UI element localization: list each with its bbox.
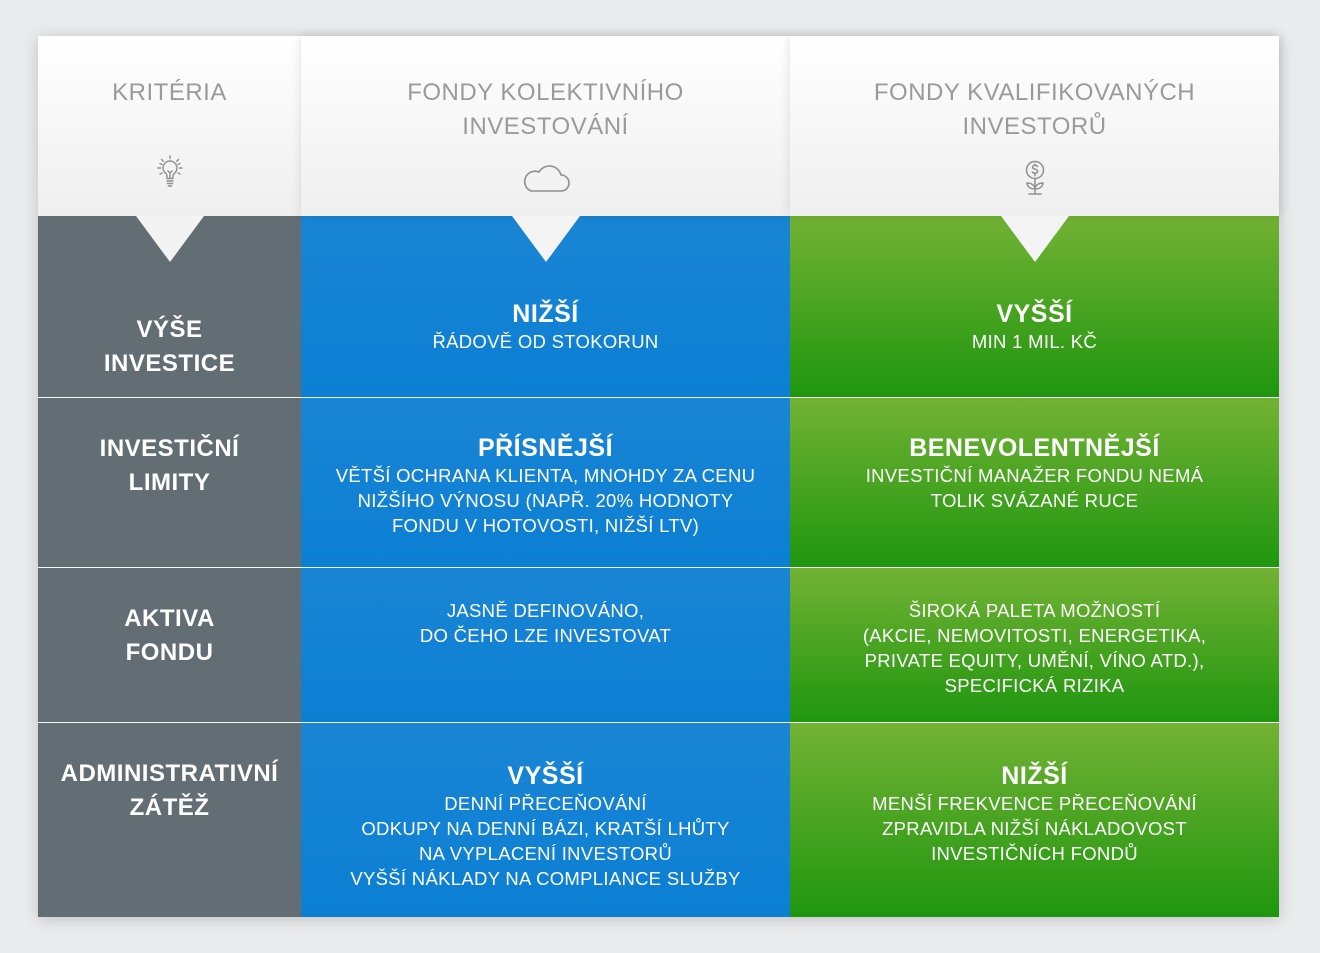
comparison-table: [38, 36, 1279, 917]
collective-funds-column: [301, 36, 790, 917]
row-divider: [301, 722, 790, 723]
qualified-funds-column: [790, 36, 1279, 917]
cell-headline: PŘÍSNĚJŠÍ: [477, 434, 614, 462]
cell-headline: NIŽŠÍ: [512, 300, 579, 328]
collective-funds-pointer: [512, 216, 580, 262]
qualified-cell-4: [790, 723, 1279, 917]
collective-cell-2: [301, 398, 790, 567]
qualified-funds-pointer: [1001, 216, 1069, 262]
collective-cell-3: [301, 568, 790, 722]
cell-headline: BENEVOLENTNĚJŠÍ: [909, 434, 1160, 462]
row-divider: [301, 397, 790, 398]
row-divider: [790, 397, 1279, 398]
criteria-cell-3: [38, 568, 301, 722]
row-divider: [38, 567, 301, 568]
cell-text: MIN 1 MIL. KČ: [971, 331, 1098, 352]
cell-text: INVESTIČNÍ MANAŽER FONDU NEMÁ TOLIK SVÁZANÉ RUCE: [865, 465, 1204, 511]
row-divider: [38, 722, 301, 723]
criteria-header: [38, 36, 301, 216]
criterion-label: ADMINISTRATIVNÍ ZÁTĚŽ: [60, 760, 279, 821]
qualified-funds-header: [790, 36, 1279, 216]
cell-text: ŠIROKÁ PALETA MOŽNOSTÍ (AKCIE, NEMOVITOSTI, ENERGETIKA, PRIVATE EQUITY, UMĚNÍ, VÍNO ATD.), SPECIFICKÁ RIZIKA: [862, 600, 1207, 696]
criterion-label: VÝŠE INVESTICE: [103, 316, 236, 377]
cell-text: VĚTŠÍ OCHRANA KLIENTA, MNOHDY ZA CENU NIŽŠÍHO VÝNOSU (NAPŘ. 20% HODNOTY FONDU V HOTOVOSTI, NIŽŠÍ LTV): [335, 465, 756, 536]
cell-headline: VYŠŠÍ: [507, 762, 584, 790]
qualified-funds-title: FONDY KVALIFIKOVANÝCH INVESTORŮ: [873, 79, 1196, 140]
cell-headline: VYŠŠÍ: [996, 300, 1073, 328]
criteria-cell-2: [38, 398, 301, 567]
cloud-icon: [521, 164, 571, 199]
criterion-label: AKTIVA FONDU: [124, 605, 215, 666]
qualified-cell-3: [790, 568, 1279, 722]
money-plant-icon: [1021, 160, 1049, 203]
collective-cell-4: [301, 723, 790, 917]
criteria-cell-4: [38, 723, 301, 917]
cell-text: MENŠÍ FREKVENCE PŘECEŇOVÁNÍ ZPRAVIDLA NIŽŠÍ NÁKLADOVOST INVESTIČNÍCH FONDŮ: [872, 793, 1197, 864]
row-divider: [790, 567, 1279, 568]
row-divider: [38, 397, 301, 398]
lightbulb-icon: [152, 154, 188, 195]
cell-headline: NIŽŠÍ: [1001, 762, 1068, 790]
criteria-title: KRITÉRIA: [112, 79, 227, 106]
qualified-cell-2: [790, 398, 1279, 567]
collective-funds-title: FONDY KOLEKTIVNÍHO INVESTOVÁNÍ: [407, 79, 684, 140]
criterion-label: INVESTIČNÍ LIMITY: [99, 435, 240, 496]
row-divider: [790, 722, 1279, 723]
criteria-pointer: [136, 216, 204, 262]
criteria-column: [38, 36, 301, 917]
cell-text: ŘÁDOVĚ OD STOKORUN: [432, 331, 659, 352]
cell-text: JASNĚ DEFINOVÁNO, DO ČEHO LZE INVESTOVAT: [419, 600, 672, 646]
collective-funds-header: [301, 36, 790, 216]
row-divider: [301, 567, 790, 568]
cell-text: DENNÍ PŘECEŇOVÁNÍ ODKUPY NA DENNÍ BÁZI, KRATŠÍ LHŮTY NA VYPLACENÍ INVESTORŮ VYŠŠÍ NÁKLADY NA COMPLIANCE SLUŽBY: [350, 793, 741, 889]
